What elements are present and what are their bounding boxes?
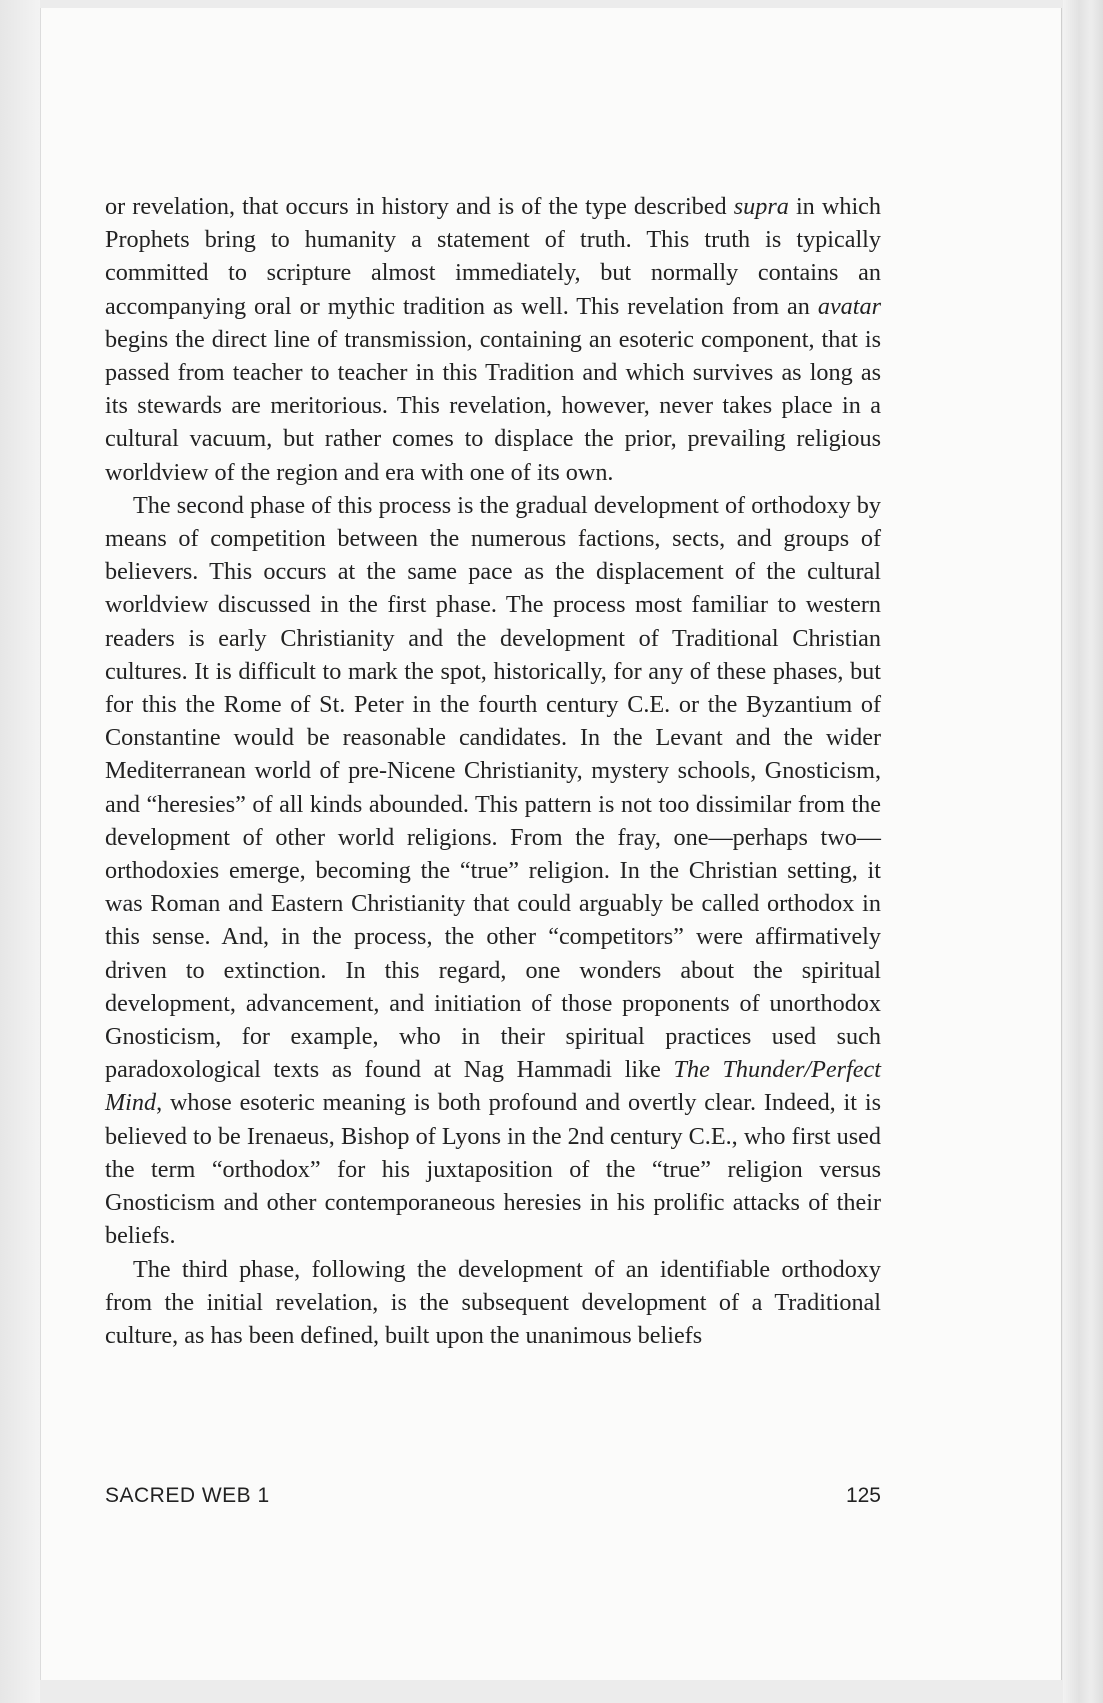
text-run: , whose esoteric meaning is both profound and overtly clear. Indeed, it is believed to be Irenaeus, Bishop of Lyons in the 2nd century C.E., who first used the term “orthodox” for his juxtaposition of the “true” religion versus Gnosticism and other contemporaneous heresies in his prolific attacks of their beliefs.: [105, 1089, 881, 1250]
text-run: in which Prophets bring to humanity a statement of truth. This truth is typically committed to scripture almost immediately, but normally contains an accompanying oral or mythic tradition as well. This revelation from an: [105, 193, 881, 320]
italic-text: supra: [733, 193, 789, 220]
body-text: [105, 190, 881, 1352]
italic-text: avatar: [817, 292, 881, 320]
text-run: or revelation, that occurs in history and is of the type described: [105, 193, 734, 220]
page-number: 125: [845, 1484, 881, 1507]
italic-text: The Thunder/Perfect Mind: [105, 1056, 881, 1117]
paragraph: [105, 190, 881, 489]
text-run: The third phase, following the development of an identifiable orthodoxy from the initial revelation, is the subsequent development of a Traditional culture, as has been defined, built upon the unanimous beliefs: [105, 1255, 881, 1349]
journal-title: SACRED WEB 1: [105, 1484, 270, 1507]
text-run: The second phase of this process is the gradual development of orthodoxy by means of competition between the numerous factions, sects, and groups of believers. This occurs at the same pace as the displacement of the cultural worldview discussed in the first phase. The process most familiar to western readers is early Christianity and the development of Traditional Christian cultures. It is difficult to mark the spot, historically, for any of these phases, but for this the Rome of St. Peter in the fourth century C.E. or the Byzantium of Constantine would be reasonable candidates. In the Levant and the wider Mediterranean world of pre-Nicene Christianity, mystery schools, Gnosticism, and “heresies” of all kinds abounded. This pattern is not too dissimilar from the development of other world religions. From the fray, one—perhaps two—orthodoxies emerge, becoming the “true” religion. In the Christian setting, it was Roman and Eastern Christianity that could arguably be called orthodox in this sense. And, in the process, the other “competitors” were affirmatively driven to extinction. In this regard, one wonders about the spiritual development, advancement, and initiation of those proponents of unorthodox Gnosticism, for example, who in their spiritual practices used such paradoxological texts as found at Nag Hammadi like: [105, 491, 881, 1084]
left-page-edge: [0, 0, 40, 1703]
paragraph: [105, 1253, 881, 1353]
right-binding-edge: [1063, 0, 1103, 1703]
text-run: begins the direct line of transmission, containing an esoteric component, that is passed from teacher to teacher in this Tradition and which survives as long as its stewards are meritorious. This revelation, however, never takes place in a cultural vacuum, but rather comes to displace the prior, prevailing religious worldview of the region and era with one of its own.: [105, 325, 881, 486]
paragraph: [105, 489, 881, 1253]
